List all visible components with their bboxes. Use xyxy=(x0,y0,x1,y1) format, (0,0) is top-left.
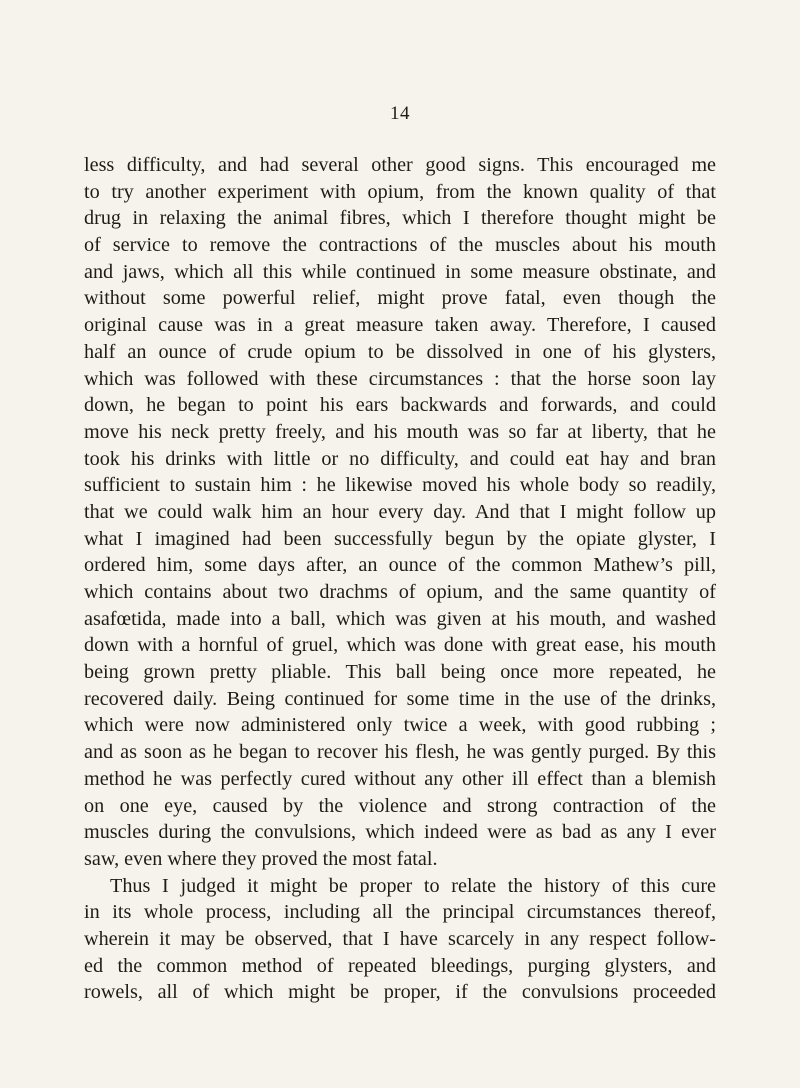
text-line: which was followed with these circumstances : that the horse soon lay xyxy=(84,367,716,390)
text-line: that we could walk him an hour every day. And that I might follow up xyxy=(84,500,716,523)
text-line: original cause was in a great measure taken away. Therefore, I caused xyxy=(84,314,716,337)
text-line: which were now administered only twice a week, with good rubbing ; xyxy=(84,714,716,737)
text-line: muscles during the convulsions, which indeed were as bad as any I ever xyxy=(84,821,716,844)
text-line: ordered him, some days after, an ounce of the common Mathew’s pill, xyxy=(84,554,716,577)
text-line: of service to remove the contractions of the muscles about his mouth xyxy=(84,234,716,257)
text-line: without some powerful relief, might prove fatal, even though the xyxy=(84,287,716,310)
text-line: asafœtida, made into a ball, which was given at his mouth, and washed xyxy=(84,607,716,630)
text-line: recovered daily. Being continued for some time in the use of the drinks, xyxy=(84,687,716,710)
text-line: ed the common method of repeated bleedings, purging glysters, and xyxy=(84,954,716,977)
text-line: on one eye, caused by the violence and strong contraction of the xyxy=(84,794,716,817)
text-line: and jaws, which all this while continued in some measure obstinate, and xyxy=(84,260,716,283)
text-line: Thus I judged it might be proper to relate the history of this cure xyxy=(110,874,716,897)
paragraph xyxy=(84,873,716,1006)
text-line: and as soon as he began to recover his flesh, he was gently purged. By this xyxy=(84,741,716,764)
text-line: down, he began to point his ears backwards and forwards, and could xyxy=(84,394,716,417)
paragraph xyxy=(84,152,716,873)
text-line: sufficient to sustain him : he likewise moved his whole body so readily, xyxy=(84,474,716,497)
text-line: in its whole process, including all the principal circumstances thereof, xyxy=(84,901,716,924)
text-line: down with a hornful of gruel, which was done with great ease, his mouth xyxy=(84,634,716,657)
page-number: 14 xyxy=(390,103,410,124)
text-line: wherein it may be observed, that I have scarcely in any respect follow- xyxy=(84,927,716,950)
text-line: which contains about two drachms of opium, and the same quantity of xyxy=(84,581,716,603)
text-line: what I imagined had been successfully begun by the opiate glyster, I xyxy=(84,527,716,550)
text-line: saw, even where they proved the most fatal. xyxy=(84,847,438,870)
text-line: rowels, all of which might be proper, if the convulsions proceeded xyxy=(84,981,716,1004)
text-line: to try another experiment with opium, from the known quality of that xyxy=(84,180,716,203)
body-text xyxy=(84,152,716,1006)
text-line: took his drinks with little or no difficulty, and could eat hay and bran xyxy=(84,447,716,470)
text-line: half an ounce of crude opium to be dissolved in one of his glysters, xyxy=(84,340,716,363)
text-line: method he was perfectly cured without any other ill effect than a blemish xyxy=(84,767,716,790)
text-line: drug in relaxing the animal fibres, which I therefore thought might be xyxy=(84,207,716,230)
text-line: move his neck pretty freely, and his mouth was so far at liberty, that he xyxy=(84,420,716,443)
text-line: being grown pretty pliable. This ball being once more repeated, he xyxy=(84,661,716,684)
text-line: less difficulty, and had several other good signs. This encouraged me xyxy=(84,154,716,176)
